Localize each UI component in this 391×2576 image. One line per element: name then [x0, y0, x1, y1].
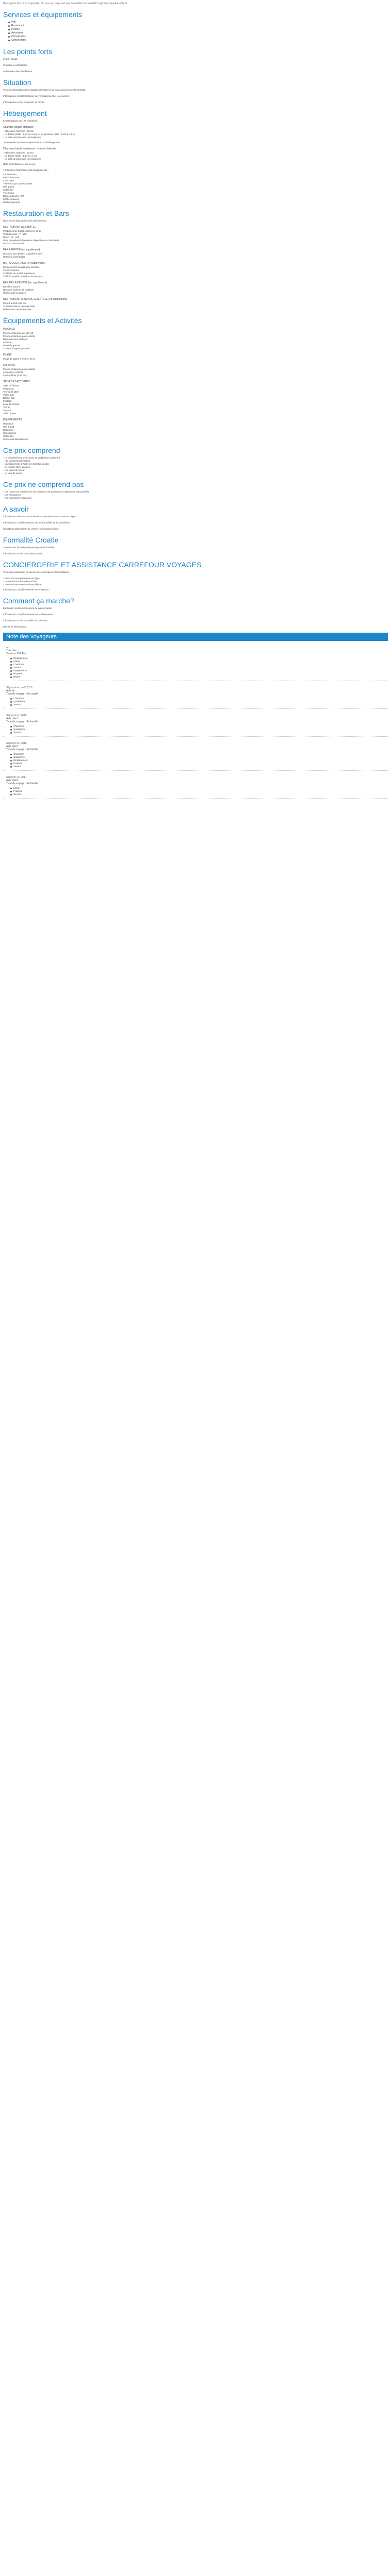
list-item: - Une assistance en cas de problème	[3, 583, 42, 586]
situation-title: Situation	[3, 78, 31, 87]
equip2-label: ÉQUIPEMENTS	[3, 418, 22, 421]
list-item: Animations enfants	[3, 371, 23, 374]
restauration-text-1: Nous avons logé en formule demi-pension.	[3, 219, 47, 222]
list-item: Wifi gratuit	[3, 185, 14, 188]
enfants-label: ENFANTS	[3, 364, 15, 367]
list-item: Dîner : 19 - 21h	[3, 236, 20, 239]
comprend-list	[3, 456, 388, 475]
conciergerie-title: CONCIERGERIE ET ASSISTANCE CARREFOUR VOYAGES	[3, 561, 202, 569]
list-item: - Taille de la chambre : 25 m2	[3, 130, 34, 132]
list-item: Emplacement	[10, 657, 385, 660]
review-categories	[10, 787, 385, 796]
list-item: - Les excursions proposées	[3, 497, 32, 499]
list-item: Coffre-fort	[3, 189, 14, 191]
formalite-text-2: Informations sur les documents requis.	[3, 552, 43, 555]
hebergement-text-2: Texte de description complémentaire sur l'hébergement.	[3, 141, 61, 144]
suite-label: Chambre double supérieure - vue mer latérale :	[3, 147, 58, 150]
bullet-icon	[10, 658, 12, 659]
list-item: - Un conseil sur les visites à faire	[3, 580, 37, 583]
rest3-label: BAR À COCKTAILS (en supplément)	[3, 262, 45, 265]
list-item: Piscine extérieure pour enfants	[3, 368, 36, 370]
savoir-text-1: Informations diverses et conditions importantes à savoir avant le départ.	[3, 515, 77, 518]
notes-summary	[3, 644, 388, 681]
list-item: Réception	[3, 422, 14, 425]
list-item: Piscine extérieure pour enfants	[3, 335, 36, 337]
bullet-icon	[8, 36, 10, 38]
comprend-pas-list	[3, 490, 388, 500]
notes-count: Total sur 257 Avis	[6, 652, 27, 655]
comment-title: Comment ça marche?	[3, 597, 74, 605]
list-item: Coin salon	[3, 179, 14, 182]
notes-bar	[3, 633, 388, 641]
services-list	[8, 21, 388, 42]
bullet-icon	[10, 664, 12, 666]
comment-text-3: Informations sur les modalités de paiement.	[3, 619, 48, 622]
savoir-text-2: Informations complémentaires sur les formalités et les conditions.	[3, 521, 71, 524]
review-date: Séjourné en 2018	[6, 742, 27, 745]
bullet-icon	[10, 760, 12, 761]
list-item: - Pour mon enregistrement en ligne	[3, 577, 40, 580]
formalite-title: Formalité Croatie	[3, 536, 59, 544]
bullet-icon	[10, 701, 12, 703]
review-categories	[10, 697, 385, 706]
list-item: Chaises longues gratuites	[3, 347, 30, 350]
list-item: Service	[10, 765, 385, 768]
review-date: Séjourné en 2019	[6, 714, 27, 717]
list-item: Literie	[10, 787, 385, 790]
list-item: Téléphone	[3, 192, 14, 194]
comment-text-2: Informations complémentaires sur la réservation.	[3, 613, 54, 616]
piscines-list	[3, 332, 388, 350]
list-item: Balcon/terrasse	[3, 176, 20, 179]
list-item: Cuisine locale et internationale	[3, 305, 35, 308]
list-item: Propreté	[10, 790, 385, 793]
list-item: Football	[3, 400, 12, 402]
rest4-label: BAR DE LA PISCINE (en supplément)	[3, 281, 47, 284]
list-item: Bar de la piscine	[3, 285, 21, 288]
list-item: Chambres	[10, 725, 385, 728]
review-author: Avis client	[6, 745, 18, 748]
list-item: - Les assurances	[3, 494, 21, 496]
list-item: Wifi	[8, 21, 388, 24]
piscines-label: PISCINES	[3, 328, 15, 331]
hebergement-text-3: Note sur la balcon et sur la vue.	[3, 163, 36, 165]
bullet-icon	[10, 732, 12, 734]
list-item: - La salle de bain avec une baignoire	[3, 136, 41, 139]
bullet-icon	[10, 729, 12, 731]
bullet-icon	[10, 791, 12, 792]
enfants-list	[3, 368, 388, 377]
review-date: Séjourné en août 2019	[6, 686, 32, 689]
review-trip-type: Type de voyage : En couple	[6, 692, 38, 696]
bullet-icon	[10, 676, 12, 678]
notes-score-label: Très bien	[6, 649, 17, 652]
rest5-label: RESTAURANT À BAR DE CLIENTÈLE (en supplément)	[3, 298, 68, 301]
rest2-label: BAR APERITIF (en supplément)	[3, 248, 40, 251]
list-item: Service	[10, 703, 385, 706]
sport-list	[3, 384, 388, 415]
savoir-title: A savoir	[3, 505, 29, 513]
savoir-text-3: Conditions particulières de vente et informations utiles.	[3, 528, 60, 530]
review-trip-type: Type de voyage : En famille	[6, 748, 38, 751]
situation-text-1: Texte de description de la situation de l'hôtel et de son environnement immédiat.	[3, 89, 86, 91]
list-item: Squash	[3, 409, 11, 412]
bullet-icon	[10, 661, 12, 663]
list-item: Horaires à demander	[3, 256, 25, 258]
review-categories	[10, 725, 385, 734]
list-item: Ping-pong	[3, 387, 14, 390]
list-item: - Les taxes de séjour	[3, 469, 25, 471]
rest1-list	[3, 230, 388, 245]
list-item: Télévision par câble/satellite	[3, 182, 32, 185]
list-item: Conciergerie	[8, 39, 388, 42]
list-item: Wifi gratuit	[3, 426, 14, 428]
list-item: - Le vol aller/retour avec taxes et supplément carburant	[3, 456, 60, 459]
bullet-icon	[8, 22, 10, 23]
notes-bar-title: Note des voyageurs	[6, 634, 57, 640]
hebergement-text-1: L'hôtel dispose de 173 chambres.	[3, 120, 38, 122]
hebergement-title: Hébergement	[3, 109, 47, 117]
list-item: Plage de galets à environ 10 m	[3, 358, 36, 360]
equipements-title: Équipements et Activités	[3, 316, 82, 325]
services-title: Services et équipements	[3, 10, 83, 19]
review-2	[3, 712, 388, 737]
rest4-list	[3, 285, 388, 295]
list-item: Ascenseur	[8, 31, 388, 35]
list-item: Service de blanchisserie	[3, 438, 28, 440]
bullet-icon	[10, 698, 12, 700]
situation-text-3: Informations sur les transports et l'accès.	[3, 101, 45, 104]
review-author: Avis client	[6, 717, 18, 720]
list-item: Sèche-cheveux	[3, 198, 20, 200]
list-item: - La salle de bain avec une baignoire	[3, 158, 41, 160]
conciergerie-text-2: Informations complémentaires sur le service.	[3, 588, 50, 591]
sport-label: SPORT ET ACTIVITÉS	[3, 380, 30, 383]
list-item: Piscine extérieure de 450 m2	[3, 332, 34, 334]
chambres-label: Chambre double standard :	[3, 126, 35, 129]
list-item: Conciergerie	[3, 432, 17, 434]
bullet-icon	[8, 40, 10, 41]
list-item: Tennis de table	[3, 391, 19, 393]
list-item: - L'hébergement à l'hôtel en chambre double	[3, 463, 50, 465]
bullet-icon	[8, 29, 10, 30]
list-item: Club enfants (4-12 ans)	[3, 374, 28, 377]
equip2-list	[3, 422, 388, 441]
list-item: Cocktails de qualité supérieure	[3, 272, 35, 275]
list-item: Propreté	[10, 762, 385, 765]
list-item: Boisson non incluse	[3, 242, 24, 245]
list-item: Vin et boissons	[3, 269, 19, 272]
formalite-text-1: Texte sur les formalités de passage de la frontière.	[3, 546, 55, 549]
bullet-icon	[10, 667, 12, 669]
review-author: Avis de ...	[6, 689, 18, 692]
intro-text: Description (Ce prix comprend) : Ce que ne comprend pas Formalités Convivialité Logé Séjour(s) Avis Client	[3, 2, 127, 5]
list-item: Solarium	[3, 341, 12, 344]
points-forts-text-3: La terrasse dans l'ambiance	[3, 70, 32, 73]
list-item: Horaires de la journée	[3, 292, 26, 294]
bullet-icon	[10, 726, 12, 727]
review-categories	[10, 753, 385, 768]
review-date: Séjourné en 2017	[6, 776, 27, 779]
suite-list	[3, 151, 388, 161]
list-item: Piscine	[8, 28, 388, 31]
list-item: Bain à remous extérieur	[3, 338, 28, 341]
comprend-pas-title: Ce prix ne comprend pas	[3, 480, 84, 488]
review-author: Avis client	[6, 779, 18, 782]
bullet-icon	[10, 673, 12, 675]
list-item: Tennis	[3, 406, 10, 409]
list-item: - La taxe de séjour	[3, 472, 23, 474]
bullet-icon	[10, 794, 12, 795]
list-item: Petit déjeuner : 7 - 10h	[3, 233, 27, 235]
restauration-title: Restauration et Bars	[3, 209, 69, 217]
list-item: Emplacement	[10, 759, 385, 762]
plage-list	[3, 358, 388, 361]
comprend-title: Ce prix comprend	[3, 446, 60, 454]
list-item: Chambres	[10, 663, 385, 666]
list-item: Jeux de société	[3, 403, 20, 405]
equip-list	[3, 173, 388, 204]
bullet-icon	[10, 757, 12, 758]
list-item: Minibar (payant)	[3, 201, 20, 204]
conciergerie-text-1: Texte de présentation du service de conciergerie et d'assistance.	[3, 571, 70, 573]
situation-text-2: Informations complémentaires sur l'emplacement et les environs.	[3, 95, 70, 97]
list-item: Coffre-fort	[3, 435, 14, 437]
review-1	[3, 684, 388, 709]
list-item: Café de qualité supérieure et desserts	[3, 275, 43, 278]
list-item: Bagagerie	[3, 429, 14, 431]
list-item: Boissons fraîches et cocktails	[3, 289, 34, 291]
bullet-icon	[10, 704, 12, 706]
rest2-list	[3, 252, 388, 259]
page-content	[0, 0, 391, 807]
list-item: Emplacement central avec terrasse	[3, 266, 40, 268]
list-item: Parasols gratuits	[3, 344, 21, 347]
points-forts-title: Les points forts	[3, 47, 52, 56]
list-item: Salle de fitness	[3, 384, 19, 387]
bottom-spacer	[3, 799, 388, 802]
plage-label: PLAGE	[3, 353, 12, 357]
bullet-icon	[8, 32, 10, 34]
list-item: Petit déjeuner buffet express et dîner	[3, 230, 41, 232]
chambres-list	[3, 130, 388, 139]
rest1-label: RESTAURANT DE L'HÔTEL	[3, 226, 36, 229]
list-item: Restaurant	[8, 24, 388, 28]
review-trip-type: Type de voyage : En famille	[6, 782, 38, 785]
review-trip-type: Type de voyage : En famille	[6, 720, 38, 723]
list-item: - Les transferts aller/retour	[3, 460, 30, 462]
bullet-icon	[10, 788, 12, 789]
rest3-list	[3, 266, 388, 278]
list-item: Qualité/prix	[10, 700, 385, 703]
list-item: Service	[10, 793, 385, 796]
list-item: Équipements	[10, 669, 385, 672]
notes-categories	[10, 657, 385, 679]
list-item: - La formule demi-pension	[3, 466, 30, 468]
list-item: - Lit double (taille : 1,60 m x 2 m) ou lits jumeaux (taille : 1,40 m x 2 m)	[3, 133, 76, 135]
list-item: Literie	[10, 660, 385, 663]
rest5-list	[3, 302, 388, 311]
list-item: Plats européens/végétariens disponibles sur demande	[3, 239, 59, 242]
list-item: Bain ou douche, WC	[3, 195, 25, 197]
list-item: Service	[10, 666, 385, 669]
list-item: Chambres	[10, 753, 385, 756]
points-forts-text-2: Chambres confortables	[3, 64, 27, 66]
equip-label: Toutes les chambres sont équipées de :	[3, 169, 49, 172]
comment-text-4: Dernières informations.	[3, 625, 27, 628]
list-item: - Lit double (taille : 1,60 m x 2 m)	[3, 155, 37, 157]
list-item: Ouvert à midi et le soir	[3, 302, 27, 304]
list-item: Qualité/prix	[10, 728, 385, 731]
notes-score: 4,1	[6, 646, 10, 649]
list-item: Climatisation	[8, 35, 388, 39]
list-item: Repas	[10, 675, 385, 679]
bullet-icon	[8, 25, 10, 27]
list-item: Salle de jeux	[3, 412, 17, 415]
points-forts-text-1: Le bon et gaz	[3, 58, 18, 60]
review-4	[3, 774, 388, 799]
list-item: Basket-ball	[3, 397, 15, 399]
list-item: - Taille de la chambre : 25 m2	[3, 151, 34, 154]
list-item: Boissons alcoolisées, cocktails et vins	[3, 252, 42, 255]
bullet-icon	[10, 754, 12, 755]
list-item: Volley-ball	[3, 394, 14, 396]
list-item: Climatisation	[3, 173, 17, 176]
list-item: Propreté	[10, 672, 385, 675]
bullet-icon	[10, 766, 12, 768]
bullet-icon	[10, 763, 12, 765]
list-item: Qualité/prix	[10, 756, 385, 759]
conciergerie-list	[3, 577, 388, 586]
bullet-icon	[10, 670, 12, 672]
list-item: Service	[10, 731, 385, 734]
list-item: Réservation recommandée	[3, 308, 31, 311]
review-3	[3, 740, 388, 771]
list-item: - Les repas non mentionnés, les boissons, les pourboires et dépenses personnelles	[3, 490, 89, 493]
list-item: Chambres	[10, 697, 385, 700]
comment-text-1: Explication du fonctionnement de la réservation.	[3, 607, 53, 609]
